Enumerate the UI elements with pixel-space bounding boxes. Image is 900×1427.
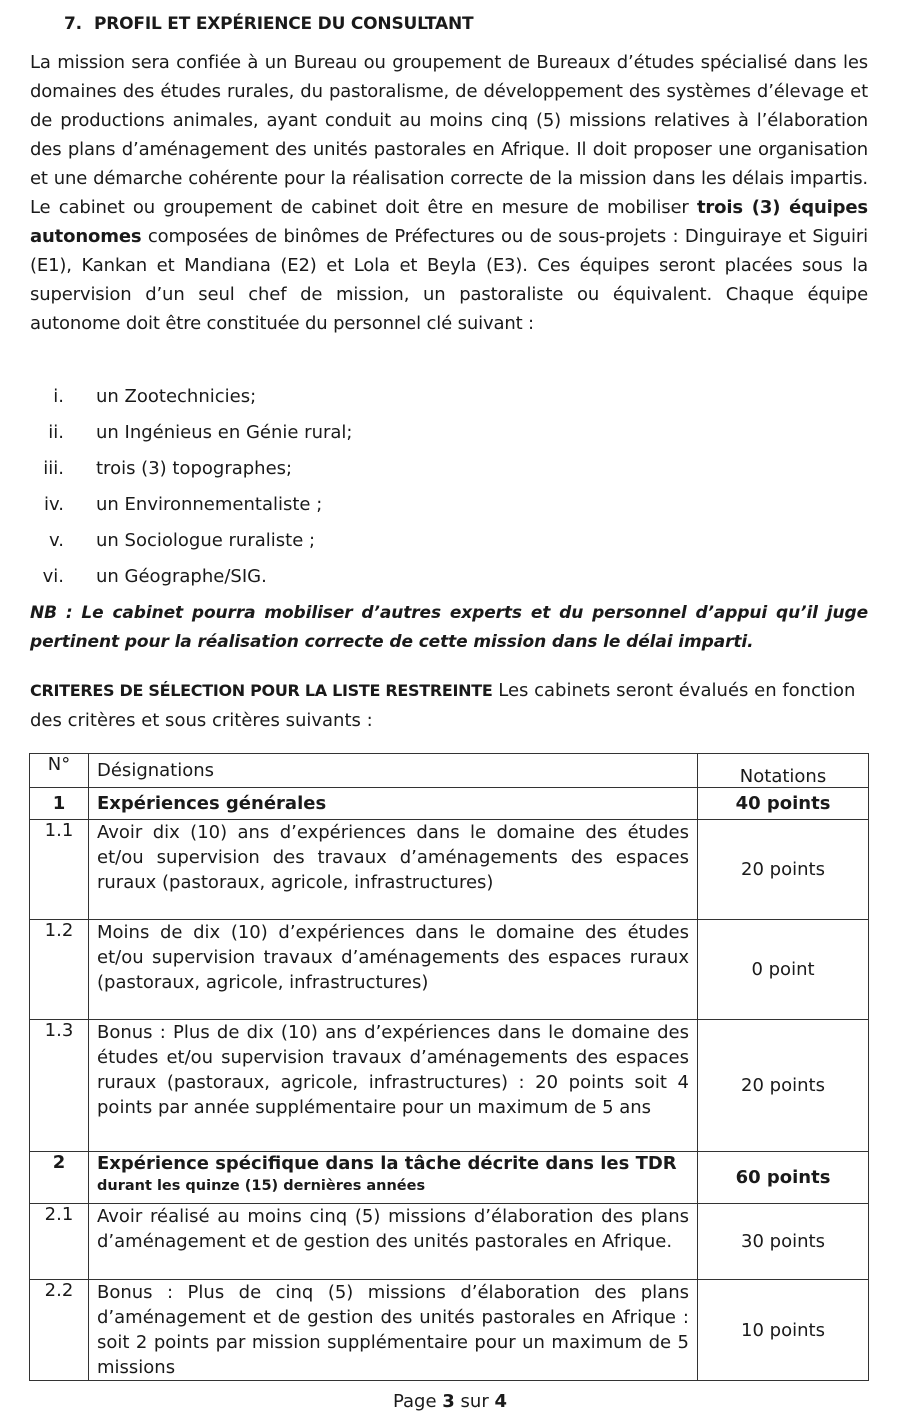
row-number: 1.1: [30, 820, 89, 920]
section-number: 7.: [64, 14, 82, 34]
row-designation: Bonus : Plus de cinq (5) missions d’élaboration des plans d’aménagement et de gestion des unités pastorales en Afrique : soit 2 points par mission supplémentaire pour un maximum de 5 missions: [89, 1280, 698, 1381]
row-notation: 20 points: [698, 820, 869, 920]
criteria-text: Les cabinets seront évalués en fonction des critères et sous critères suivants :: [30, 680, 856, 731]
list-numeral: v.: [49, 530, 64, 551]
row-number: 2.1: [30, 1204, 89, 1280]
row-designation: Expériences générales: [89, 788, 698, 820]
list-numeral: iii.: [43, 458, 64, 479]
row-notation: 0 point: [698, 920, 869, 1020]
list-text: un Ingénieus en Génie rural;: [96, 422, 353, 443]
list-item: [0, 454, 900, 484]
row-designation: Avoir dix (10) ans d’expériences dans le domaine des études et/ou supervision des travaux d’aménagements des espaces ruraux (pastoraux, agricole, infrastructures): [89, 820, 698, 920]
list-numeral: ii.: [48, 422, 64, 443]
section-title: PROFIL ET EXPÉRIENCE DU CONSULTANT: [94, 14, 474, 34]
table-row: [30, 820, 869, 920]
row-number: 2.2: [30, 1280, 89, 1381]
row-notation: 20 points: [698, 1020, 869, 1152]
table-row: [30, 788, 869, 820]
table-row: [30, 920, 869, 1020]
list-text: un Sociologue ruraliste ;: [96, 530, 316, 551]
section-heading: [64, 14, 473, 34]
row-notation: 10 points: [698, 1280, 869, 1381]
list-item: [0, 418, 900, 448]
list-text: trois (3) topographes;: [96, 458, 293, 479]
row-number: 1.2: [30, 920, 89, 1020]
list-numeral: vi.: [42, 566, 64, 587]
intro-bold-teams: trois (3) équipes autonomes: [30, 197, 869, 247]
footer-prefix: Page: [392, 1391, 443, 1412]
table-row: [30, 1020, 869, 1152]
row-number: 1: [30, 788, 89, 820]
intro-paragraph: [30, 48, 868, 338]
row-designation: Moins de dix (10) d’expériences dans le domaine des études et/ou supervision travaux d’aménagements des espaces ruraux (pastoraux, agricole, infrastructures): [89, 920, 698, 1020]
table-row: [30, 1152, 869, 1204]
row-notation: 30 points: [698, 1204, 869, 1280]
row-designation-sub: durant les quinze (15) dernières années: [97, 1178, 426, 1194]
row-designation: Avoir réalisé au moins cinq (5) missions d’élaboration des plans d’aménagement et de gestion des unités pastorales en Afrique.: [89, 1204, 698, 1280]
intro-text-part1: La mission sera confiée à un Bureau ou groupement de Bureaux d’études spécialisé dans les domaines des études rurales, du pastoralisme, de développement des systèmes d’élevage et de productions animales, ayant conduit au moins cinq (5) missions relatives à l’élaboration des plans d’aménagement des unités pastorales en Afrique. Il doit proposer une organisation et une démarche cohérente pour la réalisation correcte de la mission dans les délais impartis. Le cabinet ou groupement de cabinet doit être en mesure de mobiliser: [30, 52, 868, 218]
list-text: un Zootechnicies;: [96, 386, 257, 407]
list-item: [0, 490, 900, 520]
row-notation: 40 points: [698, 788, 869, 820]
list-numeral: iv.: [44, 494, 64, 515]
header-notation: Notations: [698, 754, 869, 788]
footer-sep: sur: [454, 1391, 495, 1412]
footer-current-page: 3: [442, 1391, 455, 1412]
row-notation: 60 points: [698, 1152, 869, 1204]
criteria-heading: CRITERES DE SÉLECTION POUR LA LISTE RESTREINTE: [30, 681, 493, 700]
row-designation-cell: [89, 1152, 698, 1204]
header-number: N°: [30, 754, 89, 788]
page-footer: [0, 1391, 900, 1412]
list-text: un Géographe/SIG.: [96, 566, 267, 587]
row-number: 2: [30, 1152, 89, 1204]
criteria-intro: [30, 676, 868, 736]
list-text: un Environnementaliste ;: [96, 494, 323, 515]
intro-text-part2: composées de binômes de Préfectures ou de sous-projets : Dinguiraye et Siguiri (E1), Kankan et Mandiana (E2) et Lola et Beyla (E3). Ces équipes seront placées sous la supervision d’un seul chef de mission, un pastoraliste ou équivalent. Chaque équipe autonome doit être constituée du personnel clé suivant :: [30, 226, 868, 334]
list-item: [0, 382, 900, 412]
criteria-table: [29, 753, 869, 1381]
list-numeral: i.: [53, 386, 64, 407]
table-header-row: [30, 754, 869, 788]
table-row: [30, 1280, 869, 1381]
row-designation: Bonus : Plus de dix (10) ans d’expériences dans le domaine des études et/ou supervision travaux d’aménagements des espaces ruraux (pastoraux, agricole, infrastructures) : 20 points soit 4 points par année supplémentaire pour un maximum de 5 ans: [89, 1020, 698, 1152]
header-designation: Désignations: [89, 754, 698, 788]
row-number: 1.3: [30, 1020, 89, 1152]
footer-total-pages: 4: [494, 1391, 507, 1412]
table-row: [30, 1204, 869, 1280]
list-item: [0, 562, 900, 592]
nb-note: NB : Le cabinet pourra mobiliser d’autres experts et du personnel d’appui qu’il juge pertinent pour la réalisation correcte de cette mission dans le délai imparti.: [30, 603, 868, 652]
list-item: [0, 526, 900, 556]
row-designation: Expérience spécifique dans la tâche décrite dans les TDR: [97, 1153, 677, 1174]
